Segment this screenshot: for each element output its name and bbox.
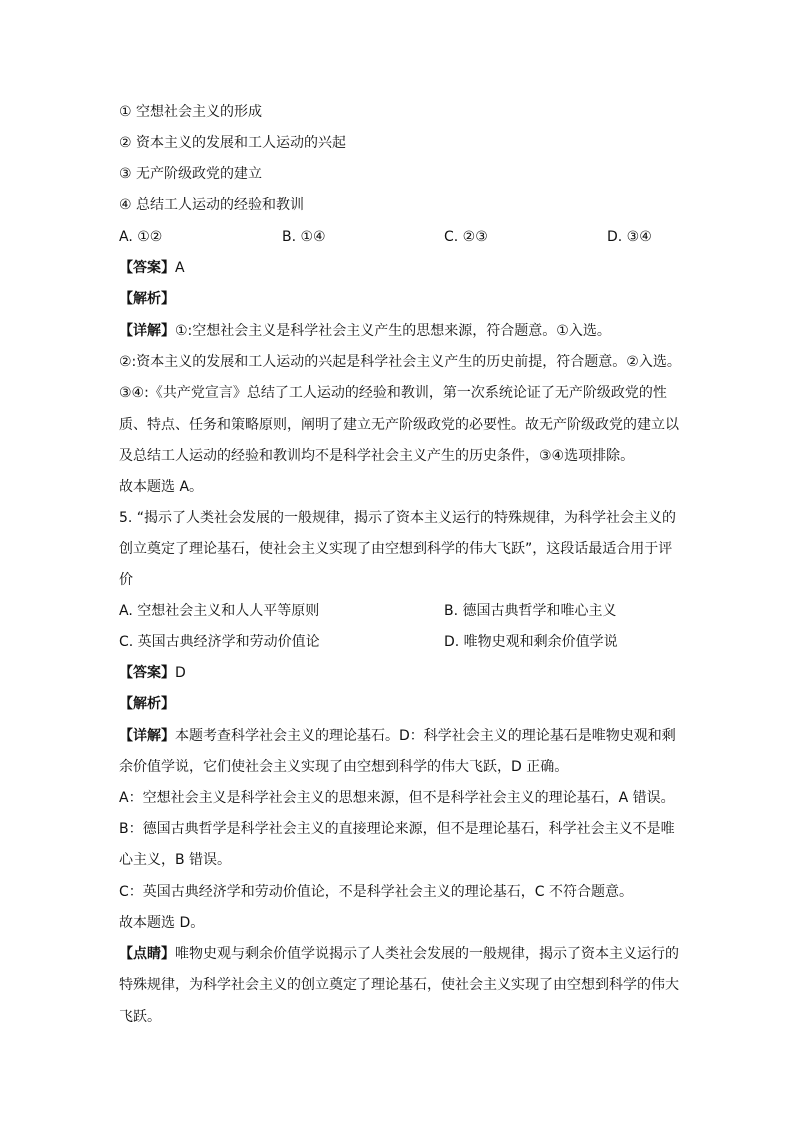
q4-analysis-tag: 【解析】 xyxy=(119,291,175,307)
answer-tag: 【答案】 xyxy=(119,260,175,276)
answer-value: A xyxy=(175,260,185,276)
q5-detail-4: B：德国古典哲学是科学社会主义的直接理论来源，但不是理论基石，科学社会主义不是唯 xyxy=(119,821,675,837)
q5-stem-2: 创立奠定了理论基石，使社会主义实现了由空想到科学的伟大飞跃”，这段话最适合用于评 xyxy=(119,541,673,557)
q5-option-b: B. 德国古典哲学和唯心主义 xyxy=(444,603,617,619)
tip-tag: 【点睛】 xyxy=(119,946,175,962)
q5-tip-3: 飞跃。 xyxy=(119,1009,161,1025)
detail-tag: 【详解】 xyxy=(119,728,175,744)
q4-option-d: D. ③④ xyxy=(607,229,652,245)
q5-tip-1: 【点睛】唯物史观与剩余价值学说揭示了人类社会发展的一般规律，揭示了资本主义运行的 xyxy=(119,946,679,962)
q5-stem-1: 5. “揭示了人类社会发展的一般规律，揭示了资本主义运行的特殊规律，为科学社会主义的 xyxy=(119,510,677,526)
answer-value: D xyxy=(175,665,186,681)
q5-detail-5: 心主义，B 错误。 xyxy=(119,852,232,868)
q5-conclusion: 故本题选 D。 xyxy=(119,915,205,931)
premise-1: ① 空想社会主义的形成 xyxy=(119,104,263,120)
q5-detail-1: 【详解】本题考查科学社会主义的理论基石。D：科学社会主义的理论基石是唯物史观和剩 xyxy=(119,728,676,744)
q5-detail-2: 余价值学说，它们使社会主义实现了由空想到科学的伟大飞跃，D 正确。 xyxy=(119,759,569,775)
premise-3: ③ 无产阶级政党的建立 xyxy=(119,166,263,182)
q4-detail-1: 【详解】①:空想社会主义是科学社会主义产生的思想来源，符合题意。①入选。 xyxy=(119,323,611,339)
q5-option-a: A. 空想社会主义和人人平等原则 xyxy=(119,603,320,619)
q5-option-d: D. 唯物史观和剩余价值学说 xyxy=(444,634,618,650)
q4-option-a: A. ①② xyxy=(119,229,163,245)
q4-detail-2: ②:资本主义的发展和工人运动的兴起是科学社会主义产生的历史前提，符合题意。②入选。 xyxy=(119,354,681,370)
q4-conclusion: 故本题选 A。 xyxy=(119,479,204,495)
q5-tip-2: 特殊规律，为科学社会主义的创立奠定了理论基石，使社会主义实现了由空想到科学的伟大 xyxy=(119,977,679,993)
q5-detail-3: A：空想社会主义是科学社会主义的思想来源，但不是科学社会主义的理论基石，A 错误。 xyxy=(119,790,675,806)
premise-2: ② 资本主义的发展和工人运动的兴起 xyxy=(119,135,347,151)
q4-option-b: B. ①④ xyxy=(282,229,326,245)
q5-detail-6: C：英国古典经济学和劳动价值论，不是科学社会主义的理论基石，C 不符合题意。 xyxy=(119,884,633,900)
detail-tag: 【详解】 xyxy=(119,323,175,339)
q4-option-c: C. ②③ xyxy=(444,229,488,245)
q4-detail-5: 及总结工人运动的经验和教训均不是科学社会主义产生的历史条件，③④选项排除。 xyxy=(119,448,635,464)
q5-option-c: C. 英国古典经济学和劳动价值论 xyxy=(119,634,320,650)
q5-stem-3: 价 xyxy=(119,572,133,588)
q4-detail-3: ③④:《共产党宣言》总结了工人运动的经验和教训，第一次系统论证了无产阶级政党的性 xyxy=(119,385,667,401)
q4-detail-4: 质、特点、任务和策略原则，阐明了建立无产阶级政党的必要性。故无产阶级政党的建立以 xyxy=(119,417,679,433)
premise-4: ④ 总结工人运动的经验和教训 xyxy=(119,197,305,213)
q4-answer xyxy=(119,256,679,280)
q5-answer xyxy=(119,661,679,685)
answer-tag: 【答案】 xyxy=(119,665,175,681)
q5-analysis-tag: 【解析】 xyxy=(119,696,175,712)
